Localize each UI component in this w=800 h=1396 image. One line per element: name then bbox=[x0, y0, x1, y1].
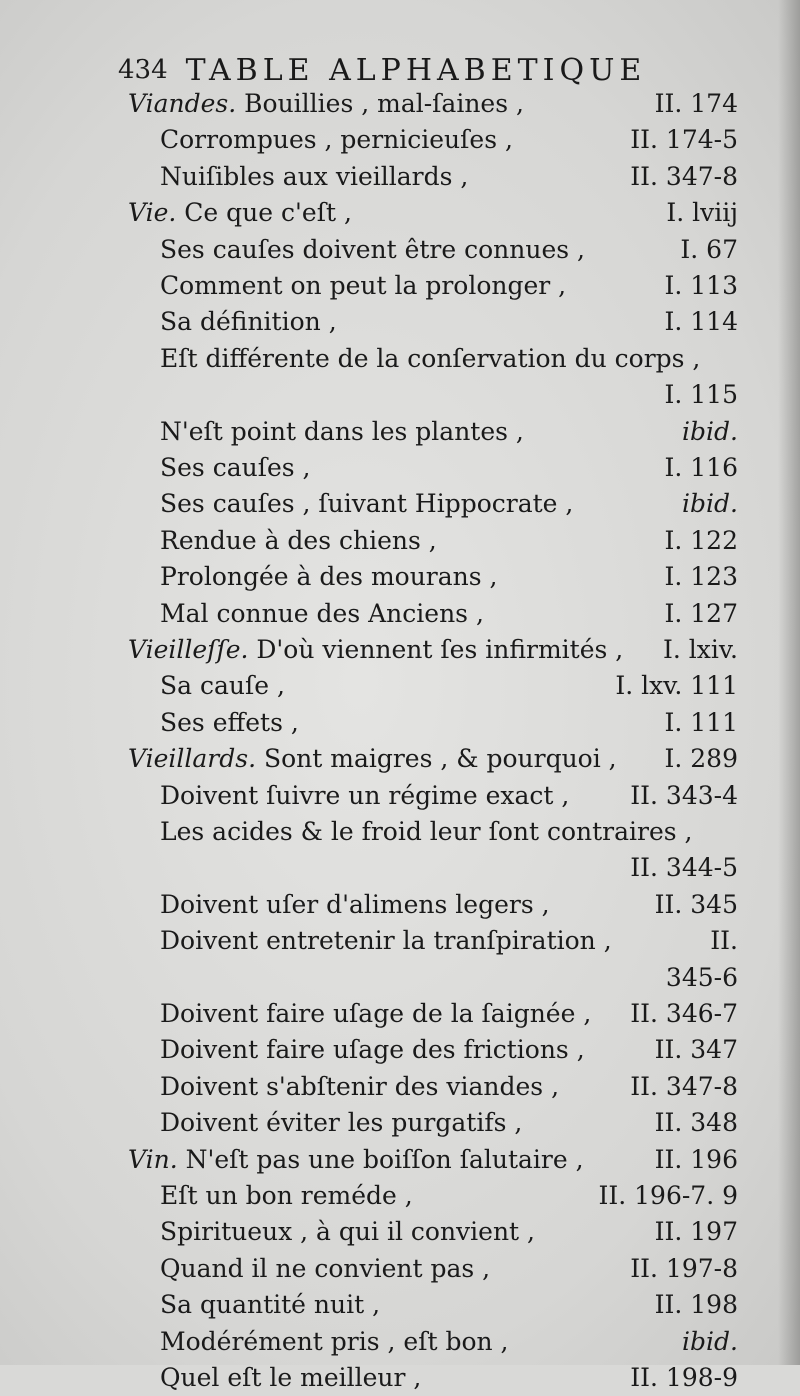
index-entry-sub bbox=[0, 1178, 800, 1214]
entry-description: N'eſt pas une boiſſon ſalutaire , bbox=[177, 1144, 584, 1174]
entry-text bbox=[160, 1324, 509, 1360]
entry-text bbox=[160, 122, 513, 158]
entry-description: Les acides & le froid leur ſont contraires , bbox=[160, 817, 693, 846]
entry-text bbox=[160, 996, 591, 1032]
index-entry-sub bbox=[0, 705, 800, 741]
entry-description: Ce que c'eſt , bbox=[176, 198, 352, 228]
entry-description: Corrompues , pernicieuſes , bbox=[160, 125, 513, 155]
entry-description: Doivent uſer d'alimens legers , bbox=[160, 889, 550, 919]
entry-reference: I. 111 bbox=[664, 707, 738, 737]
index-entry-sub bbox=[0, 159, 800, 195]
entry-reference: II. 346-7 bbox=[630, 999, 738, 1028]
entry-description: Comment on peut la prolonger , bbox=[160, 271, 567, 300]
entry-text bbox=[160, 341, 700, 377]
entry-reference: I. 113 bbox=[664, 271, 738, 300]
entry-reference: II. 198-9 bbox=[630, 1363, 738, 1392]
entry-reference: II. 347-8 bbox=[630, 161, 738, 191]
entry-reference: II. 174 bbox=[654, 89, 738, 118]
entry-text bbox=[160, 778, 569, 814]
index-entry-sub bbox=[0, 414, 800, 450]
entry-text bbox=[128, 1142, 584, 1178]
entry-text bbox=[160, 1178, 413, 1214]
index-entry-sub bbox=[0, 850, 800, 886]
entry-reference: I. 127 bbox=[664, 598, 738, 628]
entry-reference: 345-6 bbox=[665, 962, 738, 992]
entry-description: Doivent faire uſage de la ſaignée , bbox=[160, 999, 592, 1028]
entry-description: Sa quantité nuit , bbox=[160, 1290, 381, 1320]
index-entry-sub bbox=[0, 996, 800, 1032]
entry-reference: II. 198 bbox=[654, 1290, 738, 1320]
running-header bbox=[118, 50, 708, 90]
entry-description: Quel eſt le meilleur , bbox=[160, 1363, 422, 1392]
entry-reference: ibid. bbox=[682, 489, 738, 519]
entry-reference: II. 348 bbox=[654, 1108, 738, 1138]
entry-reference: I. 67 bbox=[680, 234, 738, 264]
index-entry-sub bbox=[0, 1214, 800, 1250]
entry-text bbox=[160, 887, 550, 923]
entry-text bbox=[160, 559, 497, 595]
entry-reference: II. 174-5 bbox=[630, 125, 738, 155]
entry-description: N'eſt point dans les plantes , bbox=[160, 416, 524, 446]
index-entry-sub bbox=[0, 232, 800, 268]
entry-text bbox=[160, 1360, 421, 1396]
index-entry-sub bbox=[0, 341, 800, 377]
entry-description: Nuiſibles aux vieillards , bbox=[160, 161, 469, 191]
index-entry-sub bbox=[0, 486, 800, 522]
entry-reference: I. lxiv. bbox=[663, 635, 738, 664]
entry-description: Bouillies , mal-ſaines , bbox=[236, 89, 524, 118]
entry-text bbox=[160, 1105, 522, 1141]
index-entry-sub bbox=[0, 1251, 800, 1287]
index-entry-sub bbox=[0, 923, 800, 959]
index-entry-sub bbox=[0, 377, 800, 413]
index-entry-sub bbox=[0, 668, 800, 704]
entry-reference: II. 347 bbox=[654, 1035, 738, 1065]
entry-description: Doivent s'abſtenir des viandes , bbox=[160, 1071, 560, 1101]
index-entry-sub bbox=[0, 887, 800, 923]
entry-text bbox=[160, 486, 573, 522]
index-entry-head bbox=[0, 632, 800, 668]
entry-text bbox=[160, 232, 585, 268]
entry-reference: II. bbox=[710, 926, 738, 956]
entry-text bbox=[160, 268, 566, 304]
entry-reference: II. 196-7. 9 bbox=[598, 1181, 738, 1210]
index-entry-sub bbox=[0, 1105, 800, 1141]
entry-description: Eſt un bon reméde , bbox=[160, 1181, 413, 1210]
entry-description: Doivent faire uſage des frictions , bbox=[160, 1035, 585, 1065]
entry-text bbox=[128, 195, 352, 231]
entry-keyword: Vin. bbox=[128, 1144, 178, 1174]
entry-description: Sont maigres , & pourquoi , bbox=[256, 744, 617, 774]
entry-reference: I. 122 bbox=[664, 525, 738, 555]
entry-text bbox=[160, 596, 484, 632]
index-entry-sub bbox=[0, 814, 800, 850]
entry-description: Doivent éviter les purgatifs , bbox=[160, 1108, 523, 1138]
entry-description: Prolongée à des mourans , bbox=[160, 562, 498, 592]
entry-description: Sa définition , bbox=[160, 307, 337, 337]
index-entry-sub bbox=[0, 1360, 800, 1396]
index-entry-head bbox=[0, 195, 800, 231]
entry-text bbox=[160, 814, 693, 850]
entry-reference: ibid. bbox=[682, 416, 738, 446]
entry-text bbox=[160, 668, 285, 704]
index-entry-head bbox=[0, 1142, 800, 1178]
index-entry-sub bbox=[0, 1069, 800, 1105]
entry-description: Ses effets , bbox=[160, 707, 299, 737]
entry-keyword: Viandes. bbox=[128, 89, 237, 118]
entry-text bbox=[128, 632, 623, 668]
index-entry-sub bbox=[0, 122, 800, 158]
entry-reference: II. 347-8 bbox=[630, 1071, 738, 1101]
entry-reference: I. 123 bbox=[664, 562, 738, 592]
index-entry-sub bbox=[0, 268, 800, 304]
entry-text bbox=[160, 414, 524, 450]
entry-description: Quand il ne convient pas , bbox=[160, 1253, 491, 1283]
entry-text bbox=[160, 1251, 490, 1287]
page-number: 434 bbox=[118, 55, 168, 85]
entry-reference: I. 289 bbox=[664, 744, 738, 774]
index-entry-sub bbox=[0, 1324, 800, 1360]
entry-reference: I. lviij bbox=[666, 198, 738, 228]
entry-reference: I. 115 bbox=[664, 380, 738, 410]
index-entry-sub bbox=[0, 778, 800, 814]
index-entry-head bbox=[0, 741, 800, 777]
entry-keyword: Vie. bbox=[128, 198, 177, 228]
entry-description: Sa cauſe , bbox=[160, 671, 285, 701]
entry-description: Ses cauſes , bbox=[160, 453, 311, 482]
entry-text bbox=[160, 450, 310, 486]
entry-reference: I. 116 bbox=[664, 453, 738, 482]
entry-keyword: Vieilleſſe. bbox=[128, 635, 249, 664]
entry-text bbox=[160, 1032, 585, 1068]
entry-reference: I. lxv. 111 bbox=[615, 671, 738, 701]
entry-text bbox=[160, 923, 612, 959]
entry-text bbox=[160, 705, 299, 741]
entry-description: Doivent ſuivre un régime exact , bbox=[160, 780, 570, 810]
entry-reference: II. 196 bbox=[654, 1144, 738, 1174]
entry-description: D'où viennent ſes infirmités , bbox=[248, 635, 624, 664]
entry-description: Doivent entretenir la tranſpiration , bbox=[160, 926, 612, 956]
entry-reference: II. 197 bbox=[654, 1217, 738, 1247]
index-entry-sub bbox=[0, 450, 800, 486]
entry-reference: I. 114 bbox=[664, 307, 738, 337]
index-entry-sub bbox=[0, 523, 800, 559]
index-entry-sub bbox=[0, 596, 800, 632]
entry-reference: II. 345 bbox=[654, 889, 738, 919]
entry-reference: II. 343-4 bbox=[630, 780, 738, 810]
entry-text bbox=[128, 741, 617, 777]
entry-description: Eſt différente de la conſervation du corps , bbox=[160, 343, 701, 373]
entry-description: Ses cauſes doivent être connues , bbox=[160, 234, 585, 264]
entry-text bbox=[160, 159, 468, 195]
entry-description: Spiritueux , à qui il convient , bbox=[160, 1217, 535, 1247]
index-entry-sub bbox=[0, 1032, 800, 1068]
entry-description: Mal connue des Anciens , bbox=[160, 598, 484, 628]
index-entry-sub bbox=[0, 559, 800, 595]
index-entry-head bbox=[0, 86, 800, 122]
page-title: TABLE ALPHABETIQUE bbox=[185, 52, 647, 88]
entry-reference: II. 344-5 bbox=[630, 853, 738, 883]
index-entry-sub bbox=[0, 304, 800, 340]
entry-description: Rendue à des chiens , bbox=[160, 525, 437, 555]
entry-text bbox=[160, 1069, 559, 1105]
index-entry-sub bbox=[0, 1287, 800, 1323]
entry-reference: ibid. bbox=[682, 1326, 738, 1356]
entry-text bbox=[160, 304, 337, 340]
entry-text bbox=[160, 1214, 535, 1250]
index-entry-sub bbox=[0, 960, 800, 996]
entry-keyword: Vieillards. bbox=[128, 744, 257, 774]
entry-text bbox=[128, 86, 524, 122]
entry-reference: II. 197-8 bbox=[630, 1253, 738, 1283]
entry-text bbox=[160, 523, 437, 559]
entry-description: Modérément pris , eſt bon , bbox=[160, 1326, 509, 1356]
entry-description: Ses cauſes , ſuivant Hippocrate , bbox=[160, 489, 574, 519]
entry-text bbox=[160, 1287, 380, 1323]
